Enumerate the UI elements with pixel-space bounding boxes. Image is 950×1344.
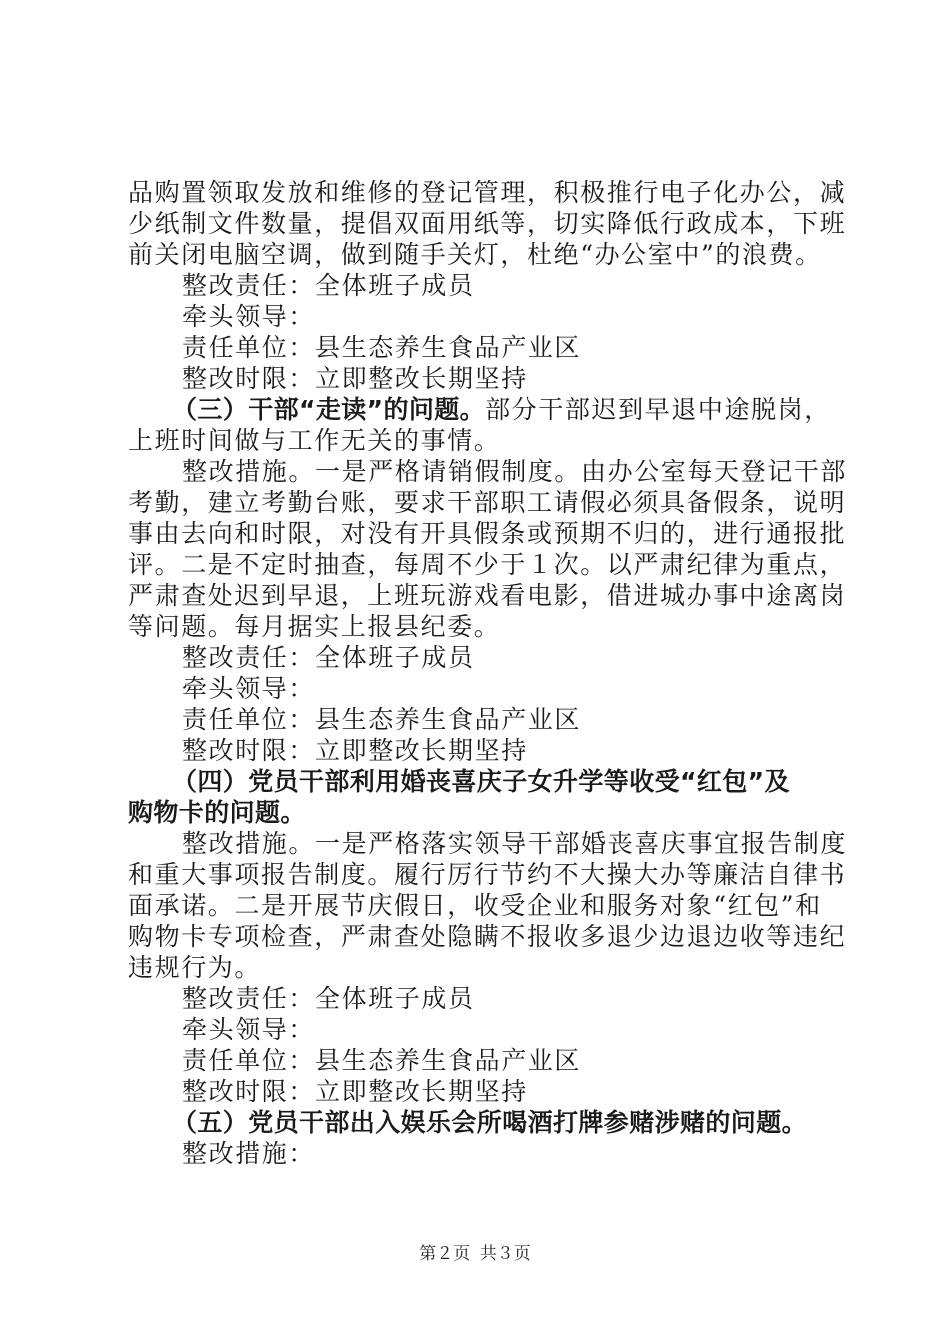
page-total: 共３页 (479, 1244, 531, 1264)
deadline-line: 整改时限：立即整改长期坚持 (182, 1077, 528, 1106)
section-3-heading: （三）干部“走读”的问题。 (172, 395, 486, 424)
measures-line: 整改措施。一是严格请销假制度。由办公室每天登记干部 (182, 457, 848, 486)
responsibility-line: 整改责任：全体班子成员 (182, 984, 475, 1013)
page-number: 第２页 (419, 1244, 471, 1264)
deadline-line: 整改时限：立即整改长期坚持 (182, 736, 528, 765)
body-text-line: 和重大事项报告制度。履行厉行节约不大操大办等廉洁自律书 (128, 860, 847, 889)
measures-line: 整改措施。一是严格落实领导干部婚丧喜庆事宜报告制度 (182, 829, 848, 858)
body-text-line: 前关闭电脑空调，做到随手关灯，杜绝“办公室中”的浪费。 (128, 240, 822, 269)
body-text-line: 品购置领取发放和维修的登记管理，积极推行电子化办公，减 (128, 178, 847, 207)
section-3-text: 部分干部迟到早退中途脱岗， (485, 395, 831, 424)
leader-line: 牵头领导： (182, 674, 316, 703)
deadline-line: 整改时限：立即整改长期坚持 (182, 364, 528, 393)
unit-line: 责任单位：县生态养生食品产业区 (182, 333, 582, 362)
section-4-heading-cont: 购物卡的问题。 (128, 798, 306, 827)
section-5-heading: （五）党员干部出入娱乐会所喝酒打牌参赌涉赌的问题。 (172, 1108, 808, 1137)
body-text-line: 面承诺。二是开展节庆假日，收受企业和服务对象“红包”和 (128, 891, 822, 920)
leader-line: 牵头领导： (182, 302, 316, 331)
page-footer (0, 1243, 950, 1265)
body-text-line: 评。二是不定时抽查，每周不少于１次。以严肃纪律为重点， (128, 550, 847, 579)
body-text-line: 考勤，建立考勤台账，要求干部职工请假必须具备假条，说明 (128, 488, 847, 517)
body-text-line: 上班时间做与工作无关的事情。 (128, 426, 501, 455)
responsibility-line: 整改责任：全体班子成员 (182, 643, 475, 672)
responsibility-line: 整改责任：全体班子成员 (182, 271, 475, 300)
body-text-line: 严肃查处迟到早退，上班玩游戏看电影，借进城办事中途离岗 (128, 581, 847, 610)
section-4-heading: （四）党员干部利用婚丧喜庆子女升学等收受“红包”及 (172, 767, 790, 796)
measures-line: 整改措施： (182, 1139, 316, 1168)
body-text-line: 购物卡专项检查，严肃查处隐瞒不报收多退少边退边收等违纪 (128, 922, 847, 951)
body-text-line: 事由去向和时限，对没有开具假条或预期不归的，进行通报批 (128, 519, 847, 548)
leader-line: 牵头领导： (182, 1015, 316, 1044)
body-text-line: 等问题。每月据实上报县纪委。 (128, 612, 501, 641)
unit-line: 责任单位：县生态养生食品产业区 (182, 1046, 582, 1075)
body-text-line: 违规行为。 (128, 953, 262, 982)
unit-line: 责任单位：县生态养生食品产业区 (182, 705, 582, 734)
section-3-first-line (172, 394, 831, 425)
body-text-line: 少纸制文件数量，提倡双面用纸等，切实降低行政成本，下班 (128, 209, 847, 238)
